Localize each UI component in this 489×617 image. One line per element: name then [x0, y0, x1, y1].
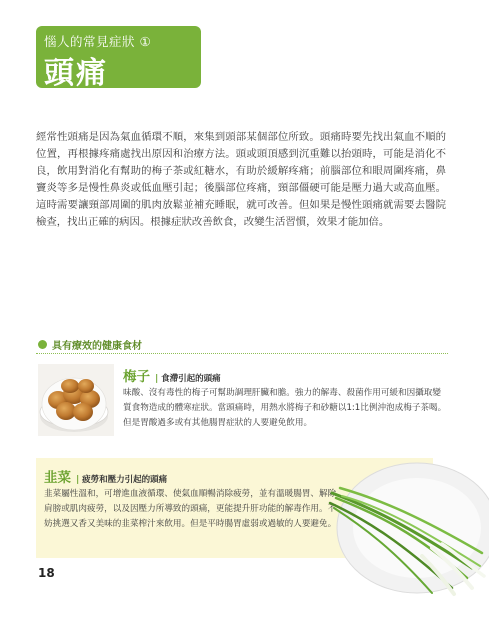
leek-plate-photo [322, 448, 489, 598]
plum-bowl-photo [38, 364, 114, 436]
section-title: 具有療效的健康食材 [52, 341, 142, 352]
page-title: 頭痛 [44, 56, 108, 91]
food-tag-separator: | [76, 475, 83, 485]
food-tag: 食滯引起的頭痛 [161, 374, 221, 384]
food-name: 韭菜 [44, 470, 71, 486]
page-number: 18 [38, 566, 55, 580]
intro-paragraph: 經常性頭痛是因為氣血循環不順，來集到頭部某個部位所致。頭痛時要先找出氣血不順的位置，再根據疼痛處找出原因和治療方法。頭或頭頂感到沉重難以抬頭時，可能是消化不良，飲用對消化有幫助的梅子茶或紅糖水，有助於緩解疼痛；前腦部位和眼周圍疼痛，鼻竇炎等多是慢性鼻炎或低血壓引起；後腦部位疼痛，頸部僵硬可能是壓力過大或高血壓。這時需要讓頸部周圍的肌肉放鬆並補充睡眠，就可改善。但如果是慢性頭痛就需要去醫院檢查，找出正確的病因。根據症狀改善飲食，改變生活習慣，效果才能加倍。 [36, 131, 446, 228]
food-name: 梅子 [123, 369, 150, 385]
header-banner [36, 26, 201, 91]
green-dot-icon [38, 340, 47, 349]
section-divider [36, 353, 448, 354]
food-tag-separator: | [155, 374, 162, 384]
food-description: 韭菜屬性溫和，可增進血液循環、使氣血順暢消除疲勞，並有溫暖腸胃、解除肩膀或肌肉疲勞，以及因壓力所導致的頭痛，更能提升肝功能的解毒作用。不妨挑選又香又美味的韭菜榨汁來飲用。但是平時腸胃虛弱或過敏的人要避免。 [44, 489, 337, 529]
section-header [38, 337, 142, 352]
food-description: 味酸、沒有毒性的梅子可幫助調理肝臟和膽。強力的解毒、殺菌作用可緩和因攝取變質食物造成的體寒症狀。當頭痛時，用熱水將梅子和砂糖以1:1比例沖泡成梅子茶喝。但是胃酸過多或有其他腸胃症狀的人要避免飲用。 [123, 388, 447, 428]
food-item-leek [44, 466, 340, 532]
food-tag: 疲勞和壓力引起的頭痛 [82, 475, 168, 485]
food-item-plum [123, 365, 448, 431]
header-subtitle: 惱人的常見症狀 ① [44, 34, 152, 49]
